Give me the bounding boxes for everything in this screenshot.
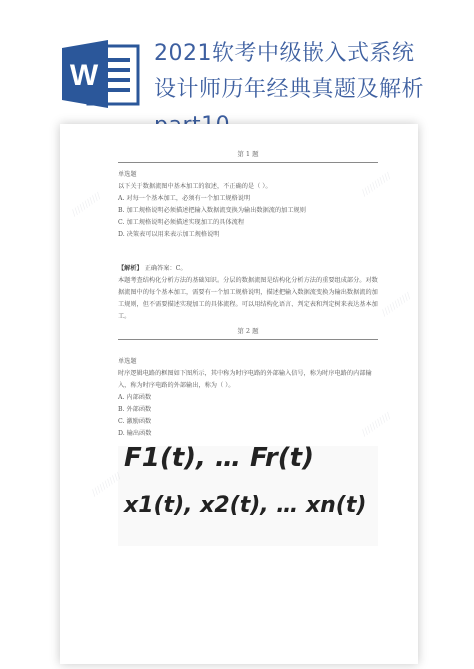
header (0, 0, 474, 120)
question-1-option-d: D. 决策表可以用来表示加工规格说明 (118, 231, 220, 238)
formula-image (118, 443, 378, 546)
answer-text: 正确答案：C。 (144, 265, 187, 272)
logo-letter: W (69, 59, 99, 92)
divider (118, 162, 378, 163)
question-2-option-c: C. 激励函数 (118, 418, 152, 425)
question-2-option-a: A. 内部函数 (118, 394, 152, 401)
question-2-heading: 第 2 题 (237, 327, 259, 335)
question-1-explanation: 本题考查结构化分析方法的基础知识。分层的数据流图是结构化分析方法的重要组成部分。对数据流图中的每个基本加工，需要有一个加工规格说明，描述把输入数据流变换为输出数据流的加工规则，但不需要描述实现加工的具体流程。可以用结构化语言、判定表和判定树来表达基本加工。 (118, 277, 378, 320)
analysis-label: 【解析】 (118, 265, 143, 272)
document-content (118, 148, 378, 546)
word-document-icon (62, 38, 142, 110)
question-2-option-b: B. 外部函数 (118, 406, 152, 413)
divider (118, 339, 378, 340)
formula-line-2: x1(t), x2(t), … xn(t) (124, 493, 367, 518)
question-1-option-a: A. 对每一个基本加工，必须有一个加工规格说明 (118, 195, 251, 202)
question-1-answer (118, 263, 378, 275)
question-1-stem: 以下关于数据流图中基本加工的叙述，不正确的是（ ）。 (118, 183, 272, 190)
question-1-type: 单选题 (118, 171, 137, 178)
question-1-option-c: C. 加工规格说明必须描述实现加工的具体流程 (118, 219, 245, 226)
question-1-option-b: B. 加工规格说明必须描述把输入数据流变换为输出数据流的加工规则 (118, 207, 306, 214)
question-2-option-d: D. 输出函数 (118, 430, 152, 437)
formula-line-1: F1(t), … Fr(t) (124, 443, 314, 473)
title-line-1: 2021软考中级嵌入式系统 (154, 41, 415, 66)
question-2-stem: 时序逻辑电路的框图如下图所示，其中称为时序电路的外部输入信号，称为时序电路的内部输入，称为时序电路的外部输出，称为（ ）。 (118, 370, 372, 389)
question-2-type: 单选题 (118, 358, 137, 365)
question-1-heading: 第 1 题 (237, 150, 259, 158)
document-page (60, 124, 418, 664)
title-line-2: 设计师历年经典真题及解析 (154, 77, 425, 102)
